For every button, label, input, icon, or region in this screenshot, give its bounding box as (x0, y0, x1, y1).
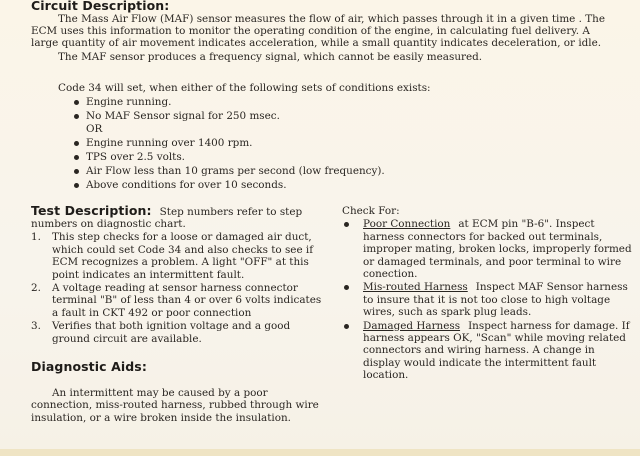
diagnostic-aids-line: insulation, or a wire broken inside the insulation. (31, 411, 291, 424)
step-line: ground circuit are available. (52, 332, 202, 345)
check-item-line: connectors and wiring harness. A change in (363, 344, 595, 357)
check-item-line: at ECM pin "B-6". Inspect (458, 218, 595, 231)
check-item-title: Damaged Harness (363, 319, 461, 332)
check-item-mis-routed-harness (342, 281, 638, 318)
check-item-first-line (363, 281, 638, 293)
bullet-icon (74, 169, 79, 174)
check-item-line: Inspect MAF Sensor harness (475, 281, 628, 294)
circuit-description-para-2: The MAF sensor produces a frequency signal, which cannot be easily measured. (58, 51, 483, 63)
check-item-first-line (363, 218, 638, 230)
check-item-line: location. (363, 369, 409, 382)
check-item-title: Poor Connection (363, 218, 451, 231)
circuit-description-line-2: ECM uses this information to monitor the operating condition of the engine, in calculating fuel delivery. A (31, 25, 590, 37)
step-line: a fault in CKT 492 or poor connection (52, 306, 252, 319)
check-item-line: or damaged terminals, and poor terminal to wire (363, 255, 622, 268)
step-line: ECM recognizes a problem. A light "OFF" at this (52, 256, 309, 269)
diagnostic-aids-line: An intermittent may be caused by a poor (52, 386, 268, 399)
step-line: Verifies that both ignition voltage and a good (52, 320, 291, 333)
bullet-icon (74, 141, 79, 146)
check-item-line: display would indicate the intermittent fault (363, 356, 597, 369)
left-column (31, 204, 331, 424)
check-item-line: harness connectors for backed out terminals, (363, 230, 603, 243)
page-bottom-edge (0, 449, 640, 456)
bullet-icon (344, 285, 349, 290)
diagnostic-aids-line: connection, miss-routed harness, rubbed through wire (31, 399, 319, 412)
bullet-icon (344, 222, 349, 227)
check-item-damaged-harness (342, 320, 638, 382)
circuit-description-line-1: The Mass Air Flow (MAF) sensor measures the flow of air, which passes through it in a given time . The (58, 13, 606, 25)
check-for-column (342, 205, 638, 381)
code-conditions-intro: Code 34 will set, when either of the following sets of conditions exists: (58, 82, 431, 94)
condition-item: Above conditions for over 10 seconds. (86, 179, 287, 191)
check-item-poor-connection (342, 218, 638, 280)
test-step-1 (31, 231, 331, 281)
check-item-title: Mis-routed Harness (363, 281, 468, 294)
condition-item: TPS over 2.5 volts. (86, 151, 185, 163)
conditions-or-separator: OR (86, 123, 103, 135)
bullet-icon (74, 155, 79, 160)
test-description-intro-1: Step numbers refer to step (159, 206, 303, 218)
step-number: 1. (31, 231, 41, 244)
condition-item: Air Flow less than 10 grams per second (low frequency). (86, 165, 385, 177)
step-line: which could set Code 34 and also checks to see if (52, 243, 314, 256)
step-line: This step checks for a loose or damaged air duct, (52, 231, 312, 244)
step-number: 2. (31, 281, 41, 294)
check-item-line: improper mating, broken locks, improperly formed (363, 243, 632, 256)
circuit-description-line-3: large quantity of air movement indicates acceleration, while a small quantity indicates deceleration, or idle. (31, 37, 602, 49)
check-for-heading: Check For: (342, 205, 400, 217)
bullet-icon (74, 100, 79, 105)
check-item-line: wires, such as spark plug leads. (363, 306, 532, 319)
check-item-line: conection. (363, 267, 418, 280)
diagnostic-aids-heading: Diagnostic Aids: (31, 358, 147, 374)
step-line: A voltage reading at sensor harness connector (52, 281, 298, 294)
step-line: point indicates an intermittent fault. (52, 268, 245, 281)
check-item-line: harness appears OK, "Scan" while moving related (363, 331, 626, 344)
test-description-intro-2: numbers on diagnostic chart. (31, 218, 186, 230)
circuit-description-heading: Circuit Description: (31, 0, 170, 13)
test-step-2 (31, 282, 331, 319)
step-line: terminal "B" of less than 4 or over 6 volts indicates (52, 294, 322, 307)
test-step-3 (31, 320, 331, 345)
check-item-first-line (363, 320, 638, 332)
condition-item: No MAF Sensor signal for 250 msec. (86, 110, 280, 122)
condition-item: Engine running over 1400 rpm. (86, 137, 252, 149)
check-item-line: Inspect harness for damage. If (468, 319, 630, 332)
condition-item: Engine running. (86, 96, 171, 108)
bullet-icon (74, 114, 79, 119)
test-description-heading-row (31, 204, 331, 218)
step-number: 3. (31, 320, 41, 333)
test-description-heading: Test Description: (31, 203, 152, 218)
check-item-line: to insure that it is not too close to high voltage (363, 293, 611, 306)
bullet-icon (344, 324, 349, 329)
bullet-icon (74, 183, 79, 188)
